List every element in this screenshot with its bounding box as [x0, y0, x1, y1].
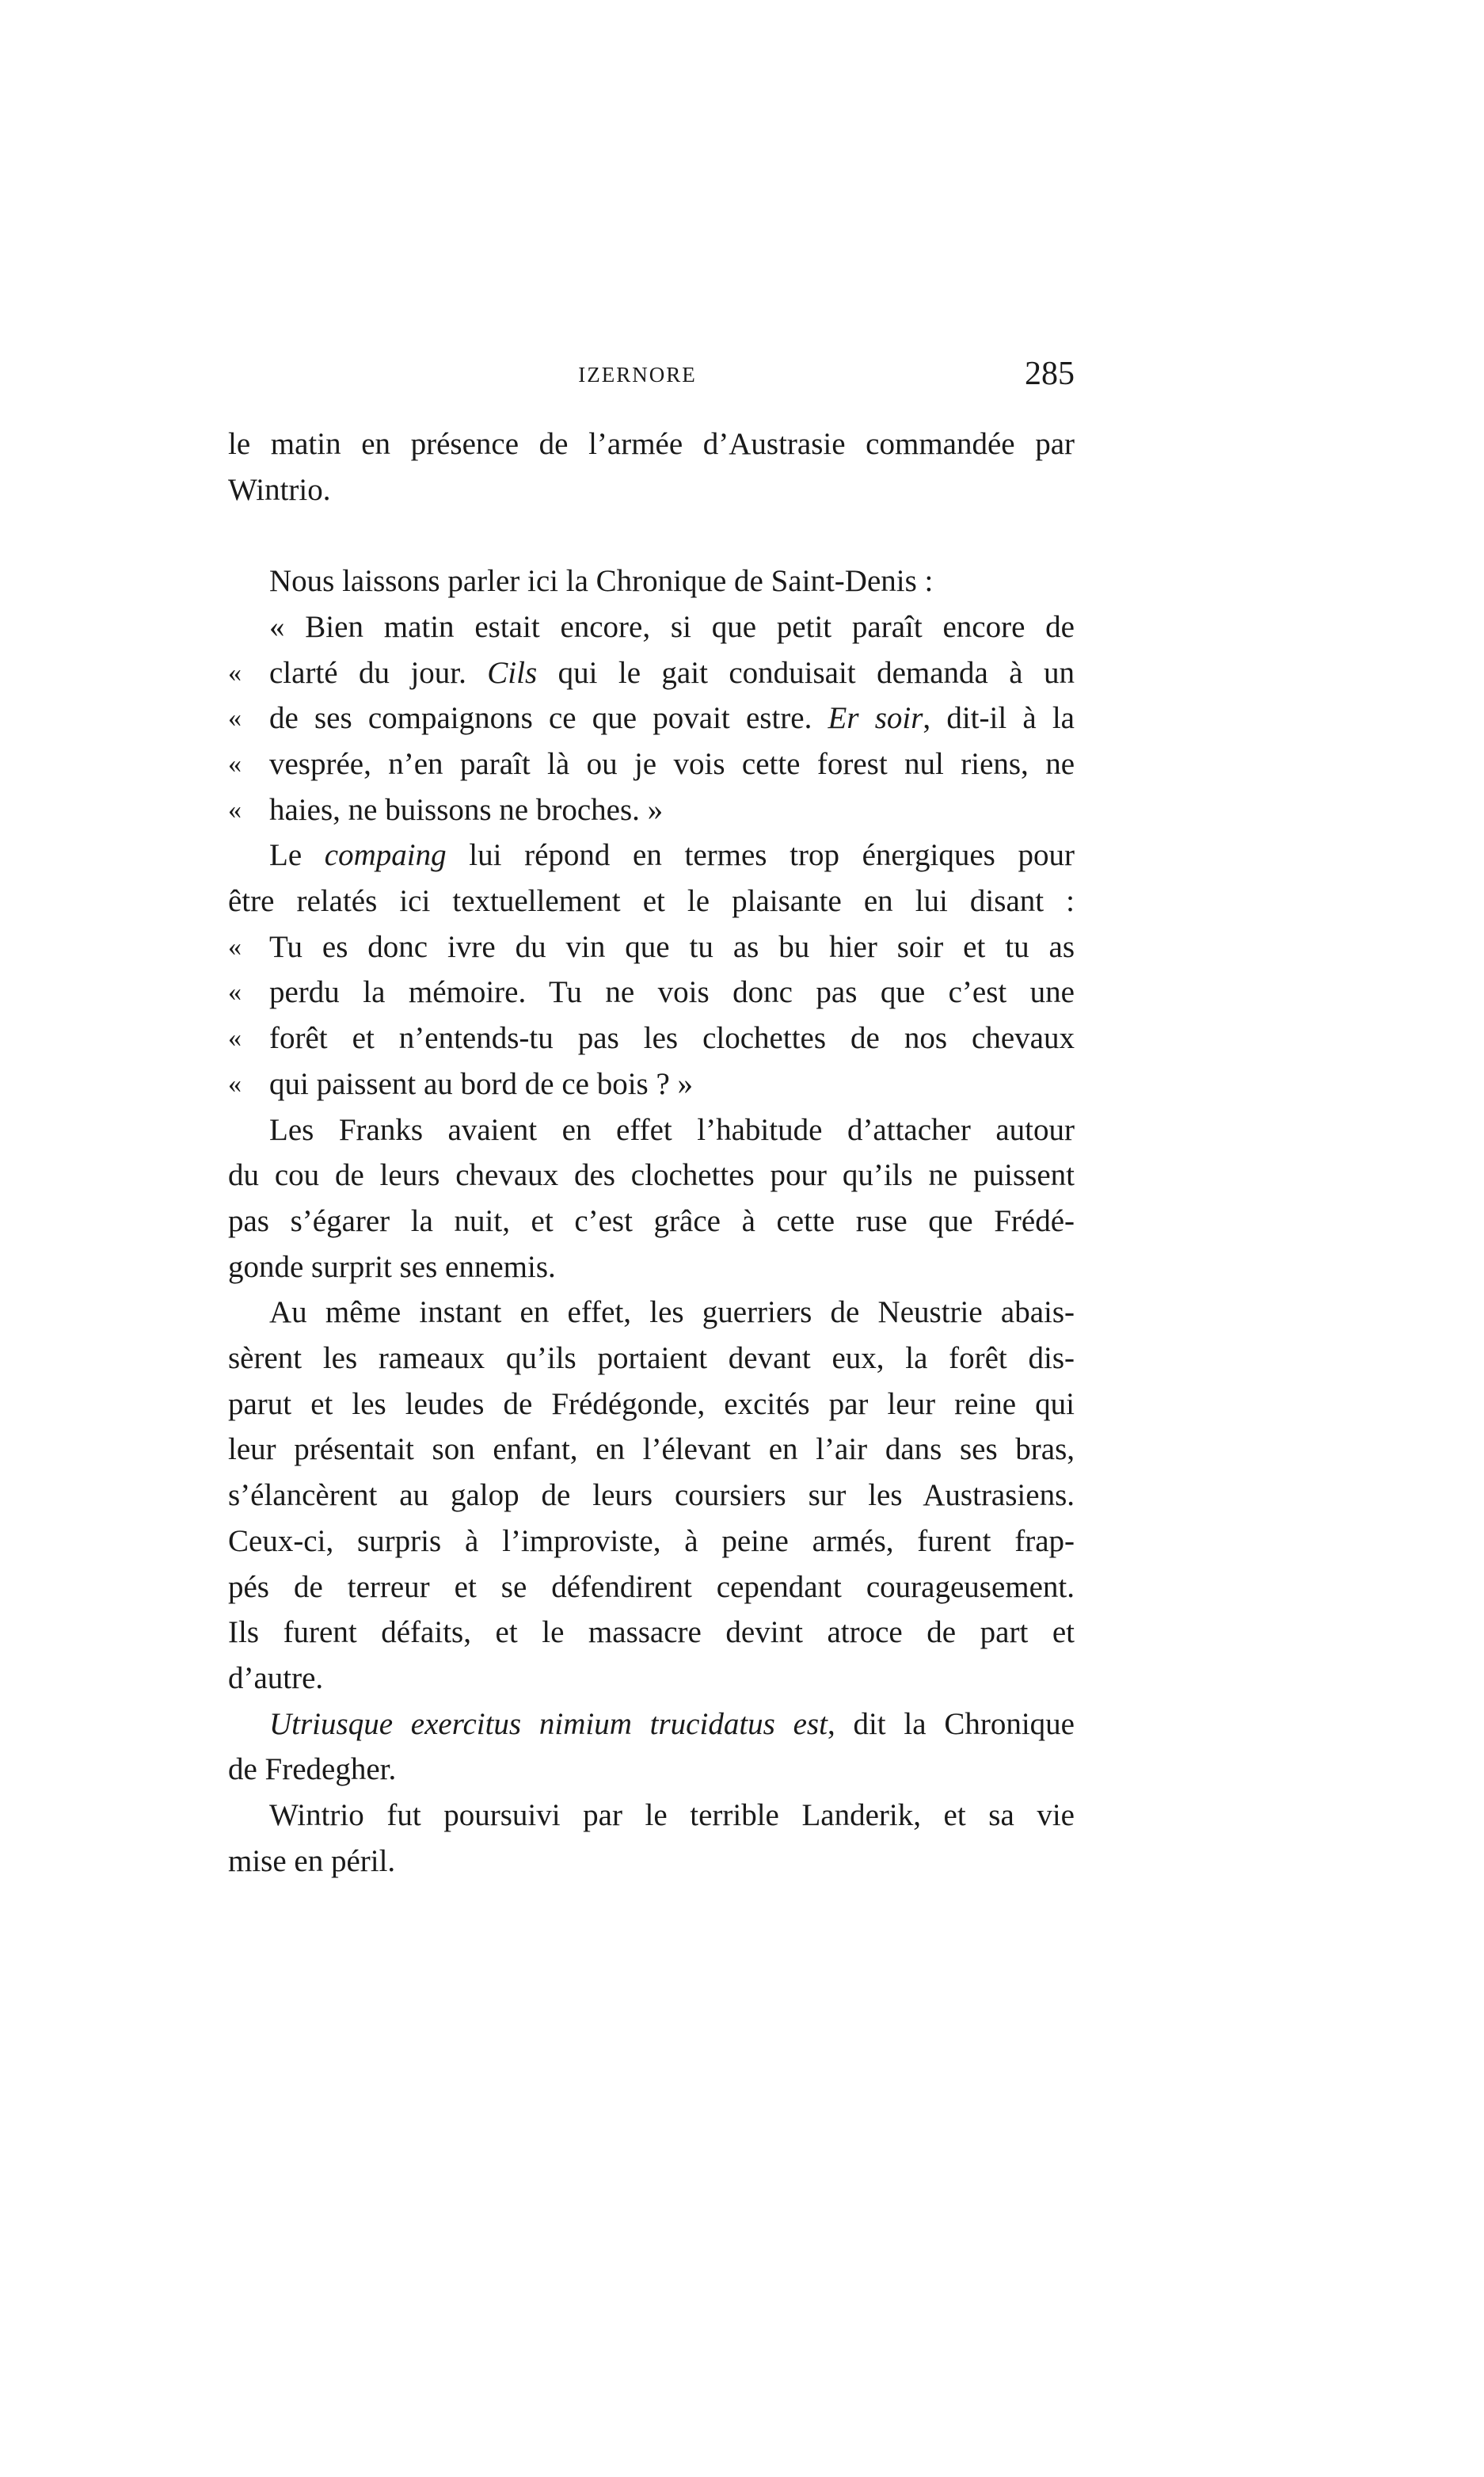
- text-segment: lui répond en termes trop énergiques pour: [446, 838, 1075, 873]
- text-line: [228, 1336, 1075, 1381]
- text-segment: mise en péril.: [228, 1843, 396, 1878]
- text-line: [228, 650, 1075, 696]
- text-line: [228, 970, 1075, 1016]
- text-line: [228, 421, 1075, 467]
- text-segment: le matin en présence de l’armée d’Austrasie commandée par: [228, 427, 1075, 461]
- text-segment: du cou de leurs chevaux des clochettes pour qu’ils ne puissent: [228, 1158, 1075, 1193]
- text-line: [228, 1519, 1075, 1564]
- text-segment: Au même instant en effet, les guerriers de Neustrie abais-: [269, 1295, 1075, 1330]
- text-segment: Ils furent défaits, et le massacre devint atroce de part et: [228, 1615, 1075, 1650]
- text-segment: Wintrio.: [228, 472, 331, 507]
- text-segment: Tu es donc ivre du vin que tu as bu hier soir et tu as: [269, 929, 1075, 964]
- text-line: [228, 604, 1075, 650]
- italic-text: Utriusque exercitus nimium trucidatus est: [269, 1706, 828, 1741]
- text-segment: qui paissent au bord de ce bois ? »: [269, 1066, 694, 1101]
- text-line: [228, 1107, 1075, 1153]
- text-line: [228, 558, 1075, 604]
- text-segment: « Bien matin estait encore, si que petit paraît encore de: [269, 609, 1075, 644]
- text-segment: sèrent les rameaux qu’ils portaient devant eux, la forêt dis-: [228, 1341, 1075, 1375]
- quote-mark: «: [228, 1023, 242, 1054]
- text-segment: pas s’égarer la nuit, et c’est grâce à cette ruse que Frédé-: [228, 1203, 1075, 1238]
- text-line: [228, 695, 1075, 741]
- text-segment: pés de terreur et se défendirent cependant courageusement.: [228, 1569, 1075, 1604]
- text-line: [228, 787, 1075, 833]
- text-segment: de Fredegher.: [228, 1752, 397, 1787]
- text-line: [228, 1610, 1075, 1656]
- text-segment: Nous laissons parler ici la Chronique de Saint-Denis :: [269, 564, 934, 599]
- text-line: [228, 1564, 1075, 1610]
- page-number: 285: [1025, 356, 1075, 392]
- text-segment: clarté du jour.: [269, 655, 488, 690]
- text-segment: forêt et n’entends-tu pas les clochettes de nos chevaux: [269, 1021, 1075, 1056]
- italic-text: Er soir: [828, 701, 923, 736]
- text-segment: , dit-il à la: [923, 701, 1075, 736]
- running-head: IZERNORE: [578, 363, 697, 387]
- text-segment: Le: [269, 838, 325, 873]
- text-segment: gonde surprit ses ennemis.: [228, 1249, 556, 1284]
- text-segment: être relatés ici textuellement et le plaisante en lui disant :: [228, 884, 1075, 918]
- quote-mark: «: [228, 1069, 242, 1099]
- quote-mark: «: [228, 703, 242, 734]
- italic-text: compaing: [324, 838, 447, 873]
- text-segment: vesprée, n’en paraît là ou je vois cette forest nul riens, ne: [269, 746, 1075, 781]
- italic-text: Cils: [487, 655, 538, 690]
- text-segment: de ses compaignons ce que povait estre.: [269, 701, 828, 736]
- text-line: [228, 1793, 1075, 1839]
- text-line: [228, 1473, 1075, 1519]
- text-segment: haies, ne buissons ne broches. »: [269, 792, 664, 827]
- text-line: [228, 1381, 1075, 1427]
- quote-mark: «: [228, 657, 242, 688]
- text-line: [228, 1061, 1075, 1107]
- text-line: [228, 1656, 1075, 1702]
- text-line: [228, 1839, 1075, 1884]
- quote-mark: «: [228, 977, 242, 1008]
- text-segment: d’autre.: [228, 1660, 324, 1695]
- text-segment: s’élancèrent au galop de leurs coursiers sur les Austrasiens.: [228, 1478, 1075, 1513]
- text-line: [228, 1244, 1075, 1290]
- text-segment: Wintrio fut poursuivi par le terrible Landerik, et sa vie: [269, 1798, 1075, 1832]
- text-line: [228, 833, 1075, 878]
- text-line: [228, 878, 1075, 924]
- text-line: [228, 1427, 1075, 1473]
- text-line: [228, 1290, 1075, 1336]
- quote-mark: «: [228, 795, 242, 825]
- text-line: [228, 924, 1075, 970]
- text-line: [228, 467, 1075, 513]
- text-segment: Ceux-ci, surpris à l’improviste, à peine armés, furent frap-: [228, 1523, 1075, 1558]
- text-segment: , dit la Chronique: [827, 1706, 1075, 1741]
- text-line: [228, 1702, 1075, 1747]
- text-line: [228, 741, 1075, 787]
- text-segment: Les Franks avaient en effet l’habitude d’attacher autour: [269, 1112, 1075, 1147]
- text-line: [228, 1153, 1075, 1198]
- text-line: [228, 1747, 1075, 1793]
- text-segment: parut et les leudes de Frédégonde, excités par leur reine qui: [228, 1386, 1075, 1421]
- quote-mark: «: [228, 749, 242, 779]
- quote-mark: «: [228, 932, 242, 962]
- text-segment: leur présentait son enfant, en l’élevant en l’air dans ses bras,: [228, 1432, 1075, 1467]
- text-segment: qui le gait conduisait demanda à un: [537, 655, 1075, 690]
- text-line: [228, 1016, 1075, 1061]
- text-segment: perdu la mémoire. Tu ne vois donc pas que c’est une: [269, 975, 1075, 1010]
- text-line: [228, 1198, 1075, 1244]
